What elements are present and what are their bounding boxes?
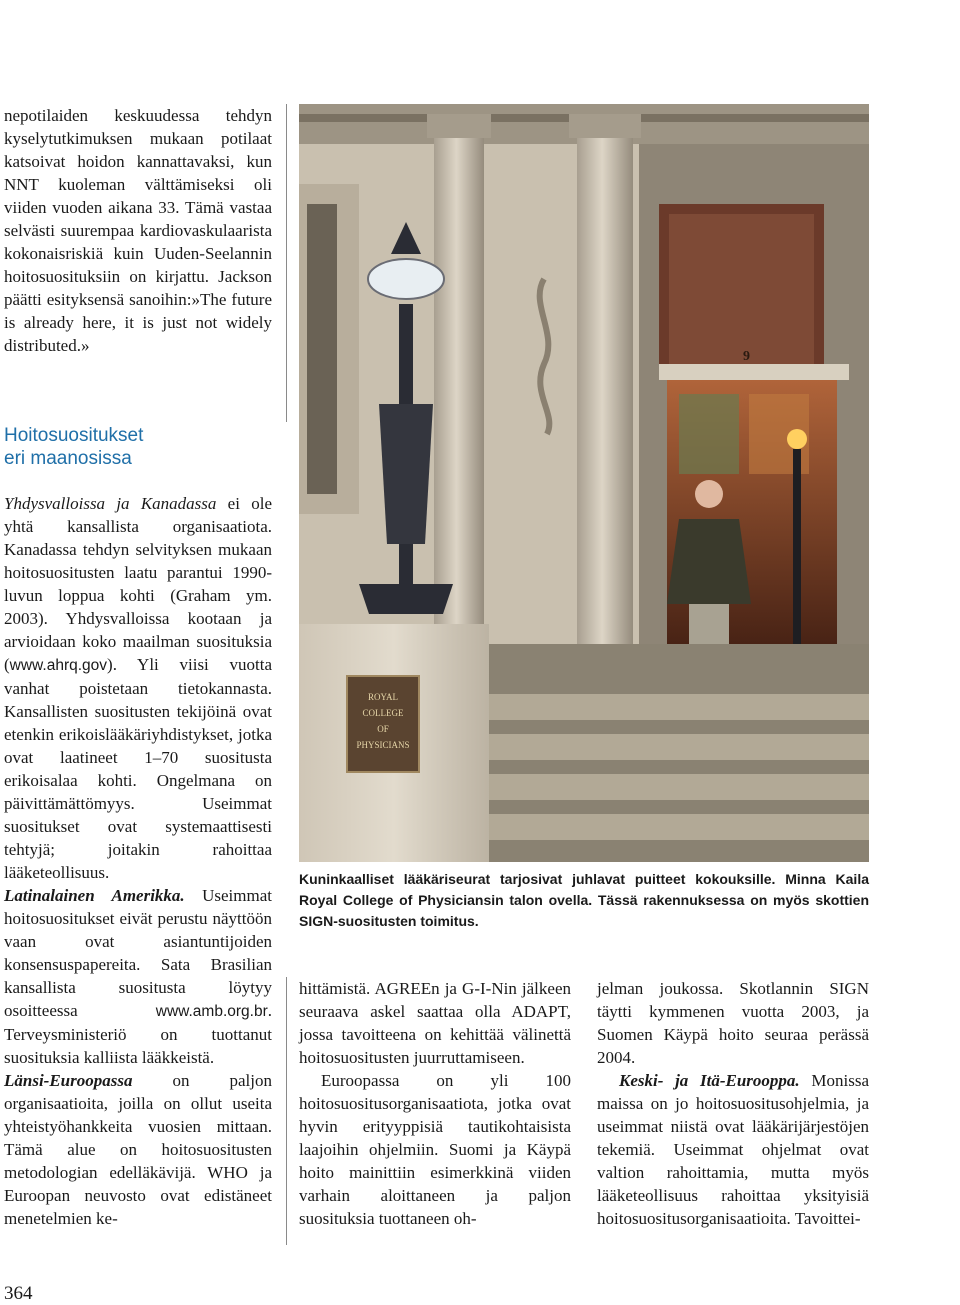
paragraph-central-eastern-europe bbox=[597, 1069, 869, 1230]
lead-western-europe: Länsi-Euroopassa bbox=[4, 1071, 133, 1090]
text-north-america-a: ei ole yhtä kansallista organisaatiota. Kanadassa tehdyn selvityksen mukaan hoitosuositusten laatu parantui 1990-luvun loppua kohti (Graham ym. 2003). Yhdysvalloissa kootaan ja arvioidaan koko maailman suosituksia ( bbox=[4, 494, 272, 674]
paragraph-north-america bbox=[4, 492, 272, 884]
door-number: 9 bbox=[743, 349, 750, 364]
column-2 bbox=[299, 977, 571, 1230]
photo-caption: Kuninkaalliset lääkäriseurat tarjosivat juhlavat puitteet kokouksille. Minna Kaila Royal College of Physiciansin talon ovella. Tässä rakennuksessa on myös skottien SIGN-suositusten toimitus. bbox=[299, 871, 869, 929]
photo-royal-college-entrance bbox=[299, 104, 869, 862]
paragraph-adapt: hittämistä. AGREEn ja G-I-Nin jälkeen seuraava askel saattaa olla ADAPT, jossa tavoitteena on kehittää välinettä hoitosuositusten juurruttamiseen. bbox=[299, 979, 571, 1067]
lead-latin-america: Latinalainen Amerikka. bbox=[4, 886, 185, 905]
paragraph-western-europe bbox=[4, 1069, 272, 1230]
lead-north-america: Yhdysvalloissa ja Kanadassa bbox=[4, 494, 217, 513]
text-western-europe: on paljon organisaatioita, joilla on ollut useita yhteistyöhankkeita vuosien mittaan. Tämä alue on hoitosuositusten metodologian edelläkävijä. WHO ja Euroopan neuvosto ovat edistäneet menetelmien ke- bbox=[4, 1071, 272, 1228]
section-heading-line-2: eri maanosissa bbox=[4, 448, 132, 469]
section-heading bbox=[4, 424, 272, 470]
text-latin-america-a: Useimmat hoitosuositukset eivät perustu näyttöön vaan ovat asiantuntijoiden konsensuspapereita. Sata Brasilian kansallista suositusta löytyy osoitteessa bbox=[4, 886, 272, 1020]
intro-paragraph: nepotilaiden keskuudessa tehdyn kyselytutkimuksen mukaan potilaat katsoivat hoidon kannattavaksi, kun NNT kuoleman välttämiseksi oli viiden vuoden aikana 33. Tämä vastaa selvästi suurempaa kardiovaskulaarista kokonaisriskiä kuin Uuden-Seelannin hoitosuosituksiin on kirjattu. Jackson päätti esityksensä sanoihin:»The future is already here, it is just not widely distributed.» bbox=[4, 106, 272, 355]
plaque-line-3: OF bbox=[377, 724, 389, 734]
text-north-america-b: ). Yli viisi vuotta vanhat poistetaan tietokannasta. Kansallisten suositusten tekijöinä ovat etenkin erikoislääkäriyhdistykset, jotka ovat laatineet 1–70 suositusta erikoisalaa kohti. Ongelmana on päivittämättömyys. Useimmat suositukset ovat systemaattisesti tehtyjä; joitakin rahoittaa lääketeollisuus. bbox=[4, 655, 272, 882]
url-amb: www.amb.org.br bbox=[155, 1003, 268, 1020]
paragraph-latin-america bbox=[4, 884, 272, 1069]
page-number: 364 bbox=[4, 1283, 33, 1304]
column-3 bbox=[597, 977, 869, 1230]
paragraph-sign: jelman joukossa. Skotlannin SIGN täytti kymmenen vuotta 2003, ja Suomen Käypä hoito seuraa perässä 2004. bbox=[597, 979, 869, 1067]
section-heading-line-1: Hoitosuositukset bbox=[4, 425, 144, 446]
plaque-line-2: COLLEGE bbox=[362, 708, 404, 718]
photo-illustration bbox=[299, 104, 869, 862]
url-ahrq: www.ahrq.gov bbox=[9, 657, 108, 674]
plaque-line-1: ROYAL bbox=[367, 692, 399, 702]
column-1 bbox=[4, 104, 272, 357]
plaque-line-4: PHYSICIANS bbox=[356, 740, 410, 750]
text-central-eastern-europe: Monissa maissa on jo hoitosuositusohjelmia, ja useimmat niistä ovat lääkärijärjestöjen tekemiä. Useimmat ohjelmat ovat valtion rahoittamia, mutta myös lääketeollisuus rahoittaa yksityisiä hoitosuositusorganisaatioita. Tavoittei- bbox=[597, 1071, 869, 1228]
column-1-body bbox=[4, 492, 272, 1230]
text-latin-america-b: . Terveysministeriö on tuottanut suosituksia kalliista lääkkeistä. bbox=[4, 1001, 272, 1067]
column-divider-top bbox=[286, 104, 287, 422]
column-divider-bottom bbox=[286, 977, 287, 1245]
paragraph-europe: Euroopassa on yli 100 hoitosuositusorganisaatiota, jotka ovat hyvin erityyppisiä tautikohtaisista laajoihin ohjelmiin. Suomi ja Käypä hoito mainittiin esimerkkinä viiden varhain aloittaneen ja paljon suosituksia tuottaneen oh- bbox=[299, 1071, 571, 1228]
lead-central-eastern-europe: Keski- ja Itä-Eurooppa. bbox=[619, 1071, 800, 1090]
